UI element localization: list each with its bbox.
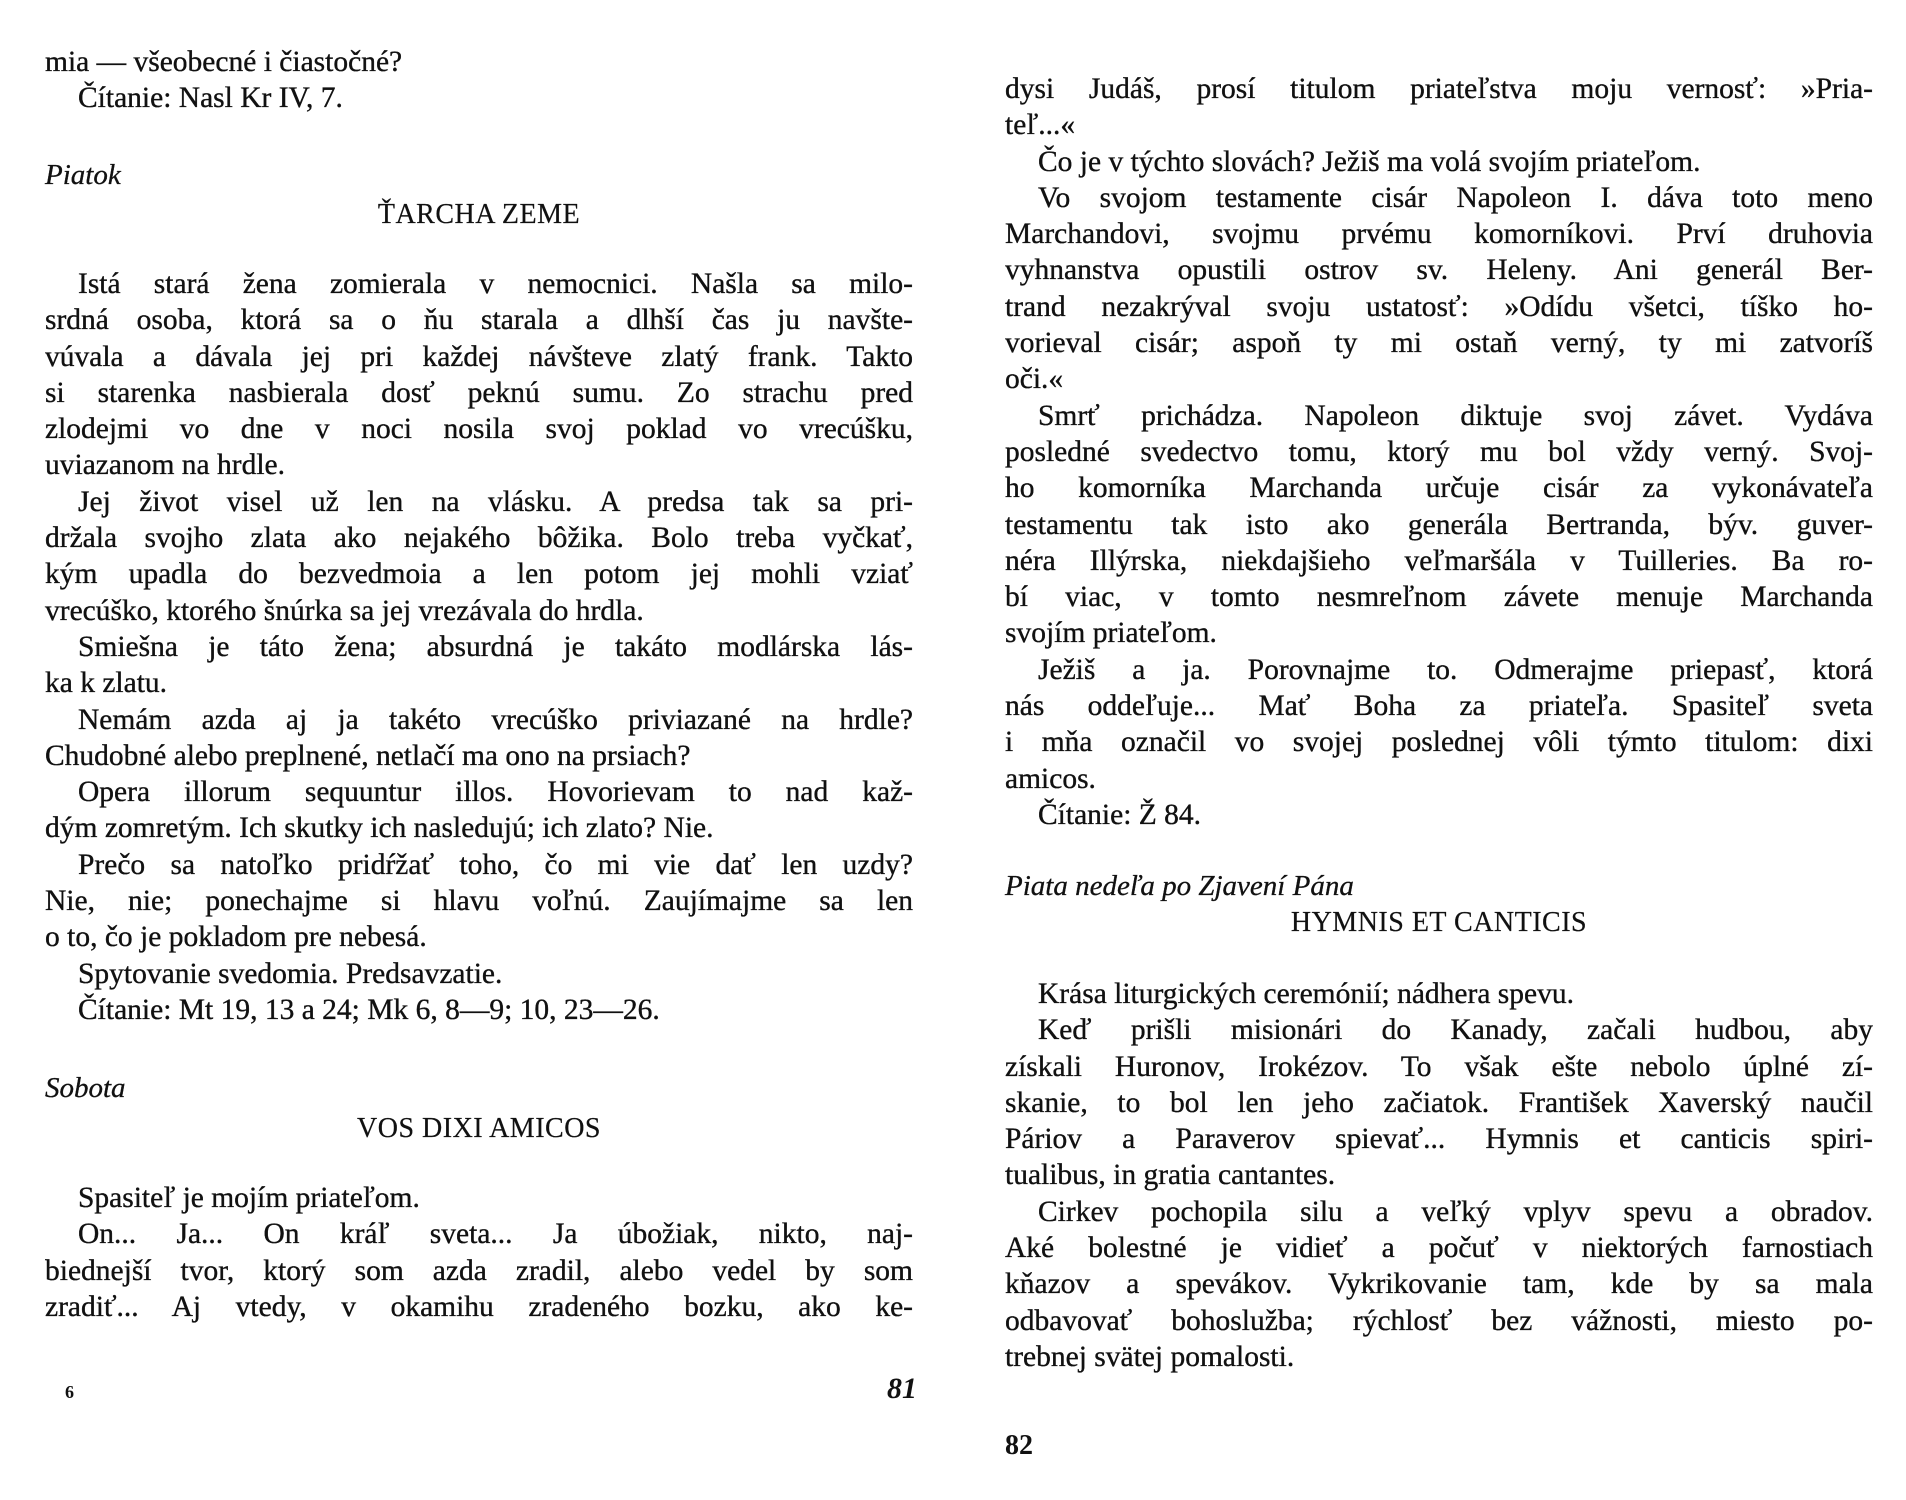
section-title: HYMNIS ET CANTICIS [1290,907,1588,938]
text-line: oči.« [1005,363,1064,396]
text-line: ka k zlatu. [45,667,168,700]
text-line: Smiešna je táto žena; absurdná je takáto modlárska lás- [78,630,913,663]
text-line: Páriov a Paraverov spievať... Hymnis et canticis spiri- [1005,1123,1873,1156]
text-line: dysi Judáš, prosí titulom priateľstva moju vernosť: »Pria- [1005,73,1873,105]
text-line: uviazanom na hrdle. [45,449,286,482]
text-line: Istá stará žena zomierala v nemocnici. Našla sa milo- [78,268,913,300]
text-line: néra Illýrska, niekdajšieho veľmaršála v Tuilleries. Ba ro- [1005,544,1873,577]
text-line: vúvala a dávala jej pri každej návšteve zlatý frank. Takto [45,340,913,373]
text-line: Nemám azda aj ja takéto vrecúško priviazané na hrdle? [78,703,913,736]
page-number: 81 [887,1372,917,1405]
section-body [1005,976,1873,1375]
text-line: dým zomretým. Ich skutky ich nasledujú; ich zlato? Nie. [45,812,714,845]
text-line: držala svojho zlata ako nejakého bôžika. Bolo treba vyčkať, [45,522,913,555]
text-line: Čo je v týchto slovách? Ježiš ma volá svojím priateľom. [1038,145,1701,178]
text-line: kým upadla do bezvedmoia a len potom jej mohli vziať [45,558,913,591]
text-line: vorieval cisár; aspoň ty mi ostaň verný, ty mi zatvoríš [1005,327,1873,360]
text-line: Ježiš a ja. Porovnajme to. Odmerajme priepasť, ktorá [1038,653,1873,686]
text-line: skanie, to bol len jeho začiatok. František Xaverský naučil [1005,1086,1873,1119]
text-line: i mňa označil vo svojej poslednej vôli týmto titulom: dixi [1005,726,1873,759]
day-heading: Piata nedeľa po Zjavení Pána [1005,870,1354,902]
day-heading: Piatok [45,159,121,191]
text-line: vrecúško, ktorého šnúrka sa jej vrezávala do hrdla. [45,594,644,627]
text-line: svojím priateľom. [1005,617,1217,650]
text-line: biednejší tvor, ktorý som azda zradil, alebo vedel by som [45,1254,913,1287]
day-heading: Sobota [45,1072,126,1104]
text-line: trand nezakrýval svoju ustatosť: »Odídu všetci, tíško ho- [1005,290,1873,323]
section-body [45,266,913,1028]
text-line: trebnej svätej pomalosti. [1005,1340,1295,1373]
text-line: zradiť... Aj vtedy, v okamihu zradeného bozku, ako ke- [45,1290,913,1323]
text-line: Spytovanie svedomia. Predsavzatie. [78,957,503,990]
text-line: srdná osoba, ktorá sa o ňu starala a dlhší čas ju navšte- [45,304,913,337]
text-line: zlodejmi vo dne v noci nosila svoj poklad vo vrecúšku, [45,413,913,446]
text-line: Cirkev pochopila silu a veľký vplyv spevu a obradov. [1038,1195,1873,1228]
text-line: kňazov a spevákov. Vykrikovanie tam, kde by sa mala [1005,1268,1873,1301]
text-line: teľ...« [1005,109,1076,142]
text-line: Čítanie: Mt 19, 13 a 24; Mk 6, 8—9; 10, 23—26. [78,993,660,1026]
text-line: tualibus, in gratia cantantes. [1005,1159,1336,1192]
text-line: o to, čo je pokladom pre nebesá. [45,921,427,954]
text-line: bí viac, v tomto nesmreľnom závete menuje Marchanda [1005,581,1873,614]
signature-mark: 6 [65,1382,74,1402]
text-line: Čítanie: Ž 84. [1038,798,1202,831]
text-line: Prečo sa natoľko pridŕžať toho, čo mi vie dať len uzdy? [78,848,913,881]
text-line: Jej život visel už len na vlásku. A predsa tak sa pri- [78,485,913,518]
text-line: Čítanie: Nasl Kr IV, 7. [78,82,343,115]
text-line: si starenka nasbierala dosť peknú sumu. Zo strachu pred [45,376,913,409]
text-line: Smrť prichádza. Napoleon diktuje svoj závet. Vydáva [1038,399,1873,432]
text-line: On... Ja... On kráľ sveta... Ja úbožiak, nikto, naj- [78,1218,913,1251]
left-page [45,0,917,1500]
page-number: 82 [1005,1430,1033,1461]
text-line: Marchandovi, svojmu prvému komorníkovi. Prví druhovia [1005,218,1873,251]
text-line: ho komorníka Marchanda určuje cisár za vykonávateľa [1005,472,1873,505]
text-line: vyhnanstva opustili ostrov sv. Heleny. Ani generál Ber- [1005,254,1873,287]
text-line: amicos. [1005,762,1096,795]
text-line: posledné svedectvo tomu, ktorý mu bol vždy verný. Svoj- [1005,435,1873,468]
section-title: VOS DIXI AMICOS [357,1113,601,1144]
text-line: Krása liturgických ceremónií; nádhera spevu. [1038,978,1574,1010]
text-line: získali Huronov, Irokézov. To však ešte nebolo úplné zí- [1005,1050,1873,1083]
continued-text [45,44,913,117]
text-line: nás oddeľuje... Mať Boha za priateľa. Spasiteľ sveta [1005,690,1873,723]
text-line: testamentu tak isto ako generála Bertranda, býv. guver- [1005,508,1873,541]
text-line: Aké bolestné je vidieť a počuť v niektorých farnostiach [1005,1232,1873,1265]
section-body [45,1180,913,1325]
text-line: Opera illorum sequuntur illos. Hovorievam to nad kaž- [78,776,913,809]
right-page [1005,0,1873,1500]
text-line: Keď prišli misionári do Kanady, začali hudbou, aby [1038,1014,1873,1047]
section-body [1005,71,1873,833]
text-line: Chudobné alebo preplnené, netlačí ma ono na prsiach? [45,739,691,772]
text-line: Spasiteľ je mojím priateľom. [78,1182,420,1214]
section-title: ŤARCHA ZEME [377,199,581,230]
text-line: Vo svojom testamente cisár Napoleon I. dáva toto meno [1038,181,1873,214]
text-line: odbavovať bohoslužba; rýchlosť bez vážnosti, miesto po- [1005,1304,1873,1337]
text-line: mia — všeobecné i čiastočné? [45,46,403,78]
text-line: Nie, nie; ponechajme si hlavu voľnú. Zaujímajme sa len [45,885,913,918]
